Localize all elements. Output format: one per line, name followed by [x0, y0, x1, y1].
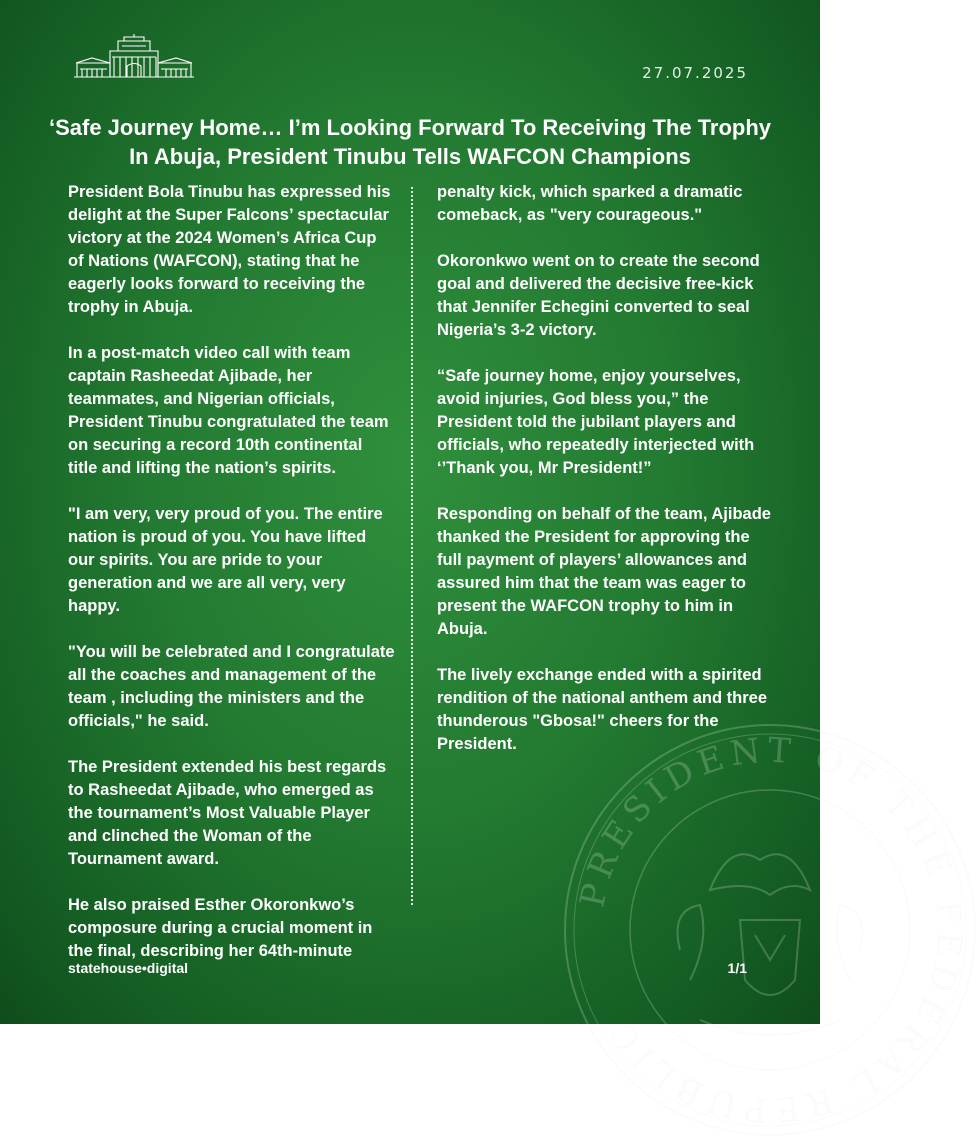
brand-label: statehouse•digital	[68, 960, 189, 976]
paragraph: “Safe journey home, enjoy yourselves, avoid injuries, God bless you,” the President told the jubilant players and officials, who repeatedly interjected with ‘’Thank you, Mr President!”	[437, 367, 755, 477]
presidential-seal-watermark	[560, 720, 980, 1140]
paragraph: "You will be celebrated and I congratulate all the coaches and management of the team , including the ministers and the officials," he said.	[68, 643, 395, 730]
page-indicator: 1/1	[727, 960, 747, 976]
paragraph: Okoronkwo went on to create the second goal and delivered the decisive free-kick that Jennifer Echegini converted to seal Nigeria’s 3-2 victory.	[437, 252, 760, 339]
headline: ‘Safe Journey Home… I’m Looking Forward To Receiving The Trophy In Abuja, President Tinubu Tells WAFCON Champions	[48, 115, 772, 169]
paragraph: He also praised Esther Okoronkwo’s composure during a crucial moment in the final, describing her 64th-minute	[68, 896, 373, 960]
article-column-right	[437, 181, 777, 779]
paragraph: President Bola Tinubu has expressed his delight at the Super Falcons’ spectacular victory at the 2024 Women’s Africa Cup of Nations (WAFCON), stating that he eagerly looks forward to receiving the trophy in Abuja.	[68, 183, 391, 316]
seal-text: PRESIDENT OF THE FEDERAL REPUBLIC	[572, 730, 970, 1130]
paragraph: Responding on behalf of the team, Ajibade thanked the President for approving the full payment of players’ allowances and assured him that the team was eager to present the WAFCON trophy to him in Abuja.	[437, 505, 771, 638]
paragraph: In a post-match video call with team captain Rasheedat Ajibade, her teammates, and Nigerian officials, President Tinubu congratulated the team on securing a record 10th continental title and lifting the nation’s spirits.	[68, 344, 389, 477]
state-house-building-icon	[72, 36, 196, 80]
article-column-left	[68, 181, 396, 986]
paragraph: The President extended his best regards to Rasheedat Ajibade, who emerged as the tournament’s Most Valuable Player and clinched the Woman of the Tournament award.	[68, 758, 387, 868]
paragraph: "I am very, very proud of you. The entire nation is proud of you. You have lifted our spirits. You are pride to your generation and we are all very, very happy.	[68, 505, 383, 615]
column-divider	[411, 187, 413, 905]
paragraph: The lively exchange ended with a spirited rendition of the national anthem and three thunderous "Gbosa!" cheers for the President.	[437, 666, 768, 753]
post-date: 27.07.2025	[642, 64, 748, 82]
paragraph: penalty kick, which sparked a dramatic comeback, as "very courageous."	[437, 183, 743, 224]
